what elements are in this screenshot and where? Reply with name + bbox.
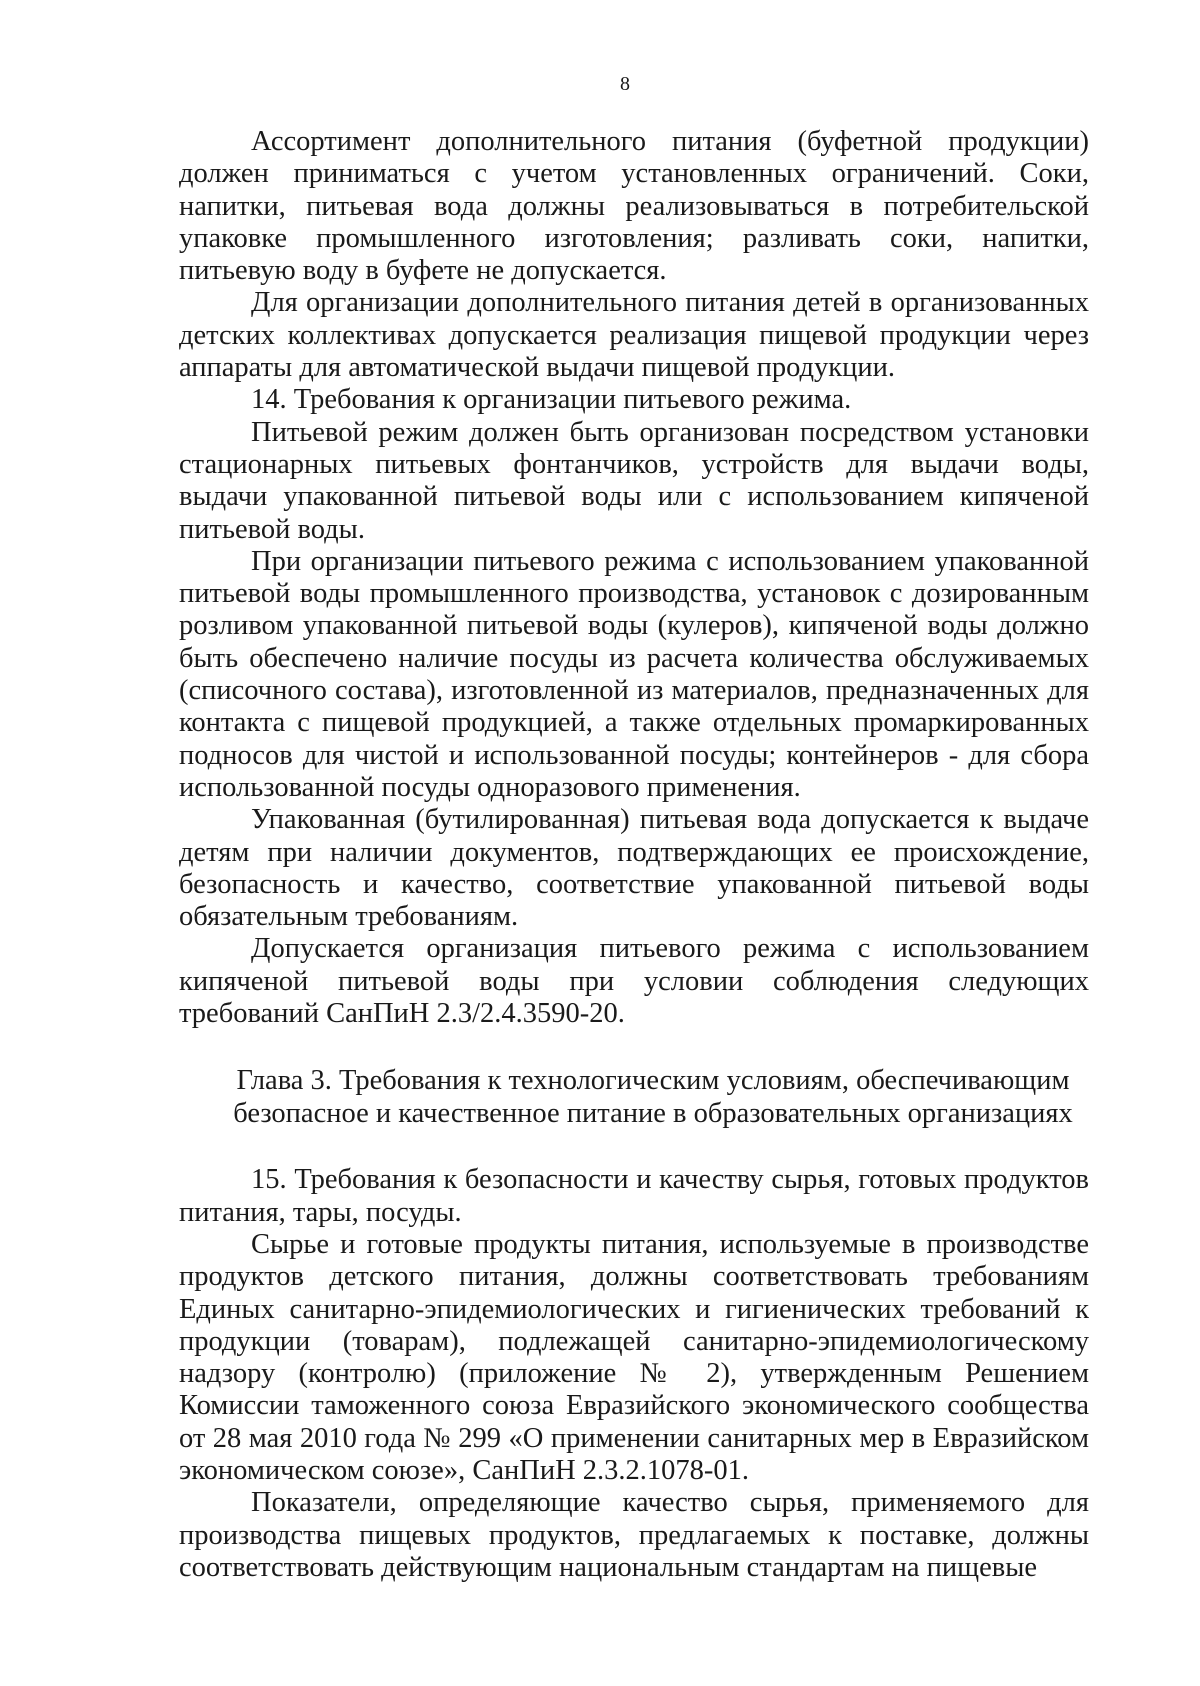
paragraph-buffet-assortment: Ассортимент дополнительного питания (буфетной продукции) должен приниматься с учетом установленных ограничений. Соки, напитки, питьевая вода должны реализовываться в потребительской упаковке промышленного изготовления; разливать соки, напитки, питьевую воду в буфете не допускается. — [179, 126, 1089, 287]
paragraph-quality-indicators: Показатели, определяющие качество сырья, применяемого для производства пищевых продуктов, предлагаемых к поставке, должны соответствовать действующим национальным стандартам на пищевые — [179, 1487, 1089, 1583]
chapter-3-heading — [179, 1064, 1089, 1130]
chapter-3-heading-line-2: безопасное и качественное питание в образовательных организациях — [233, 1098, 1073, 1130]
paragraph-boiled-water: Допускается организация питьевого режима с использованием кипяченой питьевой воды при условии соблюдения следующих требований СанПиН 2.3/2.4.3590-20. — [179, 933, 1089, 1030]
section-15-title: 15. Требования к безопасности и качеству сырья, готовых продуктов питания, тары, посуды. — [179, 1164, 1089, 1228]
paragraph-raw-materials-requirements: Сырье и готовые продукты питания, используемые в производстве продуктов детского питания, должны соответствовать требованиям Единых санитарно-эпидемиологических и гигиенических требований к продукции (товарам), подлежащей санитарно-эпидемиологическому надзору (контролю) (приложение № 2), утвержденным Решением Комиссии таможенного союза Евразийского экономического сообщества от 28 мая 2010 года № 299 «О применении санитарных мер в Евразийском экономическом союзе», СанПиН 2.3.2.1078-01. — [179, 1228, 1089, 1486]
page-number: 8 — [620, 73, 630, 95]
paragraph-packaged-water-dishes: При организации питьевого режима с использованием упакованной питьевой воды промышленного производства, установок с дозированным розливом упакованной питьевой воды (кулеров), кипяченой воды должно быть обеспечено наличие посуды из расчета количества обслуживаемых (списочного состава), изготовленной из материалов, предназначенных для контакта с пищевой продукцией, а также отдельных промаркированных подносов для чистой и использованной посуды; контейнеров - для сбора использованной посуды одноразового применения. — [179, 545, 1089, 803]
section-14-title: 14. Требования к организации питьевого режима. — [251, 384, 852, 416]
paragraph-bottled-water: Упакованная (бутилированная) питьевая вода допускается к выдаче детям при наличии документов, подтверждающих ее происхождение, безопасность и качество, соответствие упакованной питьевой воды обязательным требованиям. — [179, 804, 1089, 933]
paragraph-vending-machines: Для организации дополнительного питания детей в организованных детских коллективах допускается реализация пищевой продукции через аппараты для автоматической выдачи пищевой продукции. — [179, 287, 1089, 384]
paragraph-drinking-regime: Питьевой режим должен быть организован посредством установки стационарных питьевых фонтанчиков, устройств для выдачи воды, выдачи упакованной питьевой воды или с использованием кипяченой питьевой воды. — [179, 416, 1089, 545]
document-body — [179, 126, 1089, 1584]
chapter-3-heading-line-1: Глава 3. Требования к технологическим условиям, обеспечивающим — [236, 1065, 1070, 1097]
